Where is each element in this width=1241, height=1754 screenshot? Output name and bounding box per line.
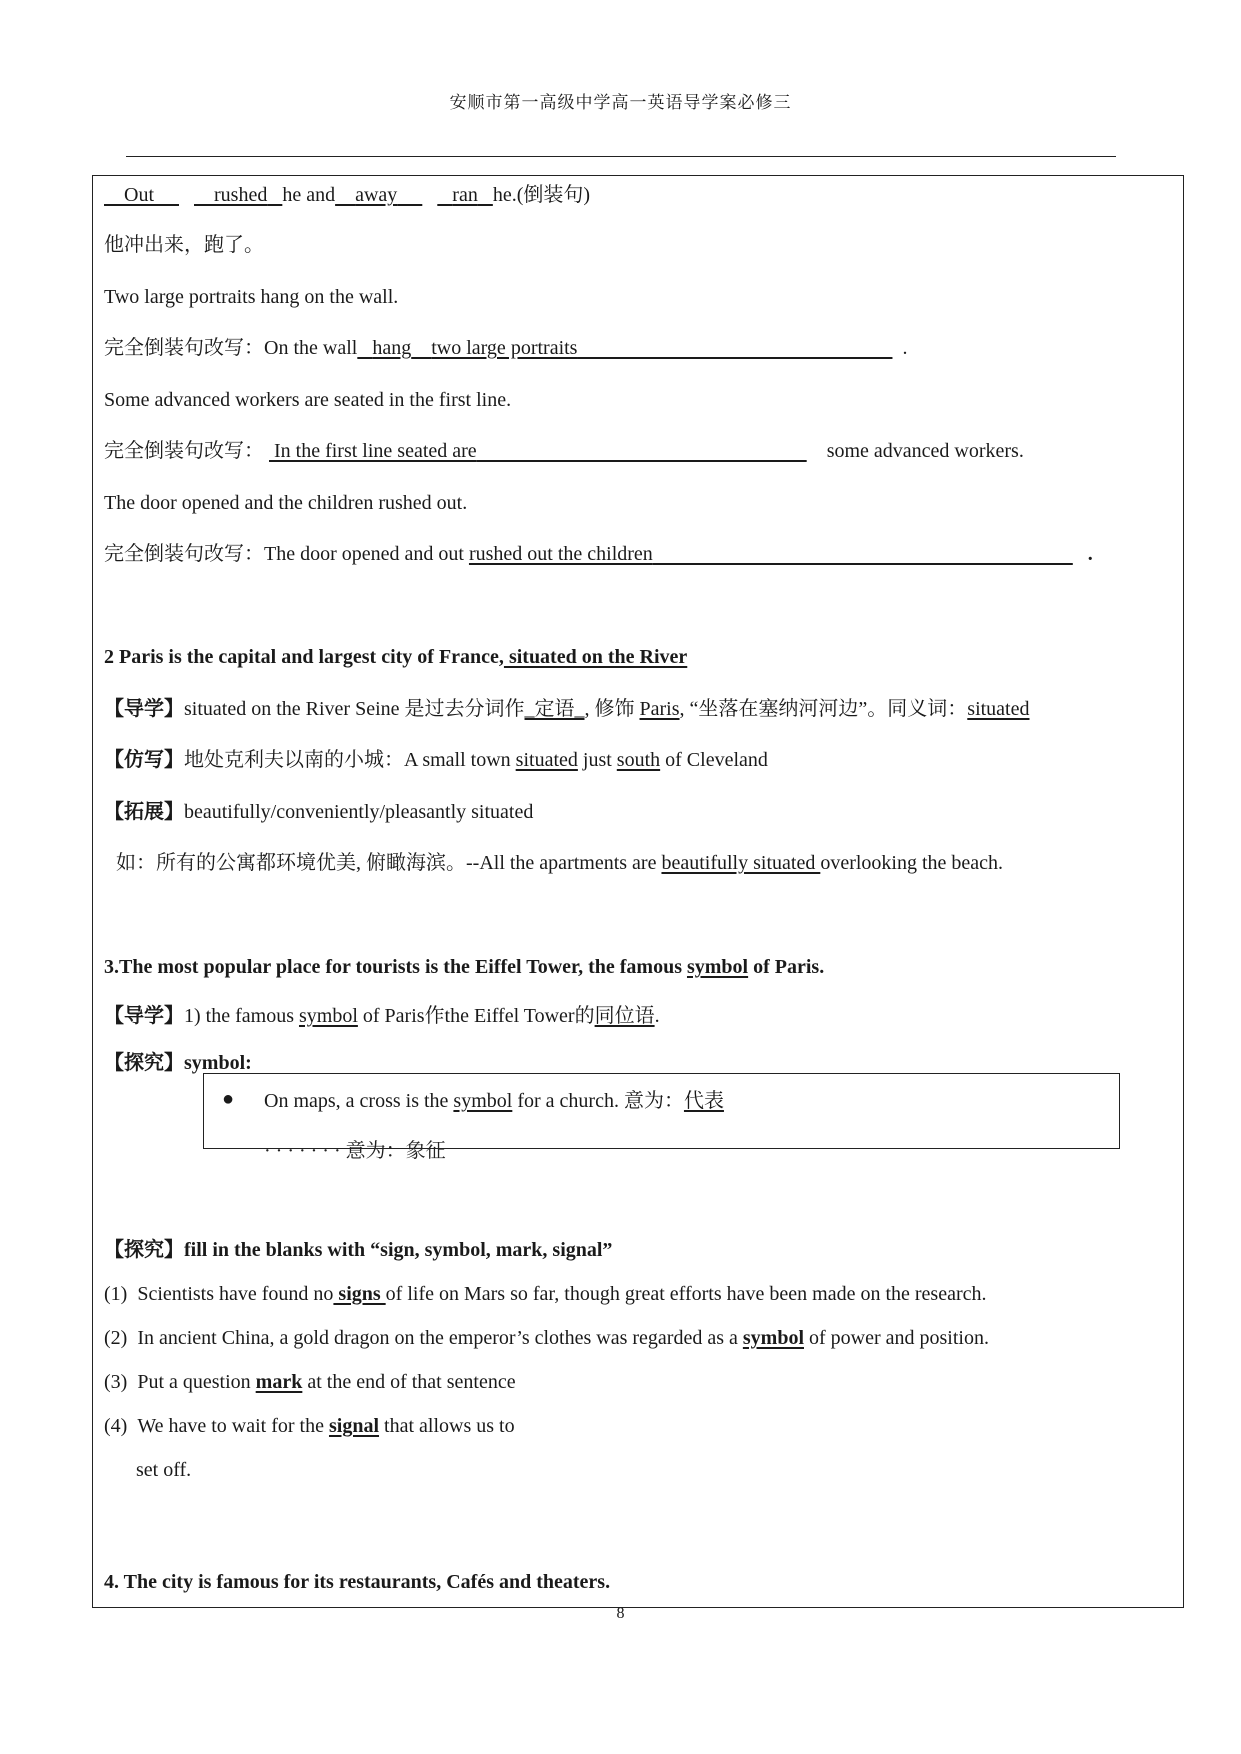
section2-example: 如：所有的公寓都环境优美, 俯瞰海滨。--All the apartments are beautifully situated overlooking the beach. bbox=[116, 852, 1004, 874]
section2-daoxue: 【导学】situated on the River Seine 是过去分词作_定语_, 修饰 Paris, “坐落在塞纳河河边”。同义词：situated bbox=[104, 698, 1030, 720]
inversion-exercise-line bbox=[104, 182, 590, 208]
header-rule bbox=[126, 156, 1116, 157]
workers-sentence: Some advanced workers are seated in the first line. bbox=[104, 389, 512, 411]
section2-fangxie: 【仿写】地处克利夫以南的小城：A small town situated just south of Cleveland bbox=[104, 749, 768, 771]
symbol-example-2-clipped: · · · · · · · 意为：象征 bbox=[264, 1140, 446, 1162]
section4-tanjiu: 【探究】fill in the blanks with “sign, symbol, mark, signal” bbox=[104, 1239, 613, 1261]
portraits-sentence: Two large portraits hang on the wall. bbox=[104, 286, 399, 308]
answer-out: Out bbox=[124, 184, 154, 206]
blank-q4-cont: set off. bbox=[136, 1459, 192, 1481]
symbol-meaning-box bbox=[203, 1073, 1120, 1162]
door-sentence: The door opened and the children rushed out. bbox=[104, 492, 468, 514]
text-he-inversion: he.(倒装句) bbox=[492, 184, 591, 206]
section3-daoxue: 【导学】1) the famous symbol of Paris作the Eiffel Tower的同位语. bbox=[104, 1005, 660, 1027]
rewrite-portraits: 完全倒装句改写：On the wall hang two large portraits . bbox=[104, 337, 908, 359]
translation-line: 他冲出来，跑了。 bbox=[104, 234, 264, 256]
section5-heading: 4. The city is famous for its restaurants, Cafés and theaters. bbox=[104, 1571, 611, 1593]
symbol-example-1: On maps, a cross is the symbol for a church. 意为：代表 bbox=[264, 1090, 724, 1112]
blank-q1: (1) Scientists have found no signs of life on Mars so far, though great efforts have been made on the research. bbox=[104, 1283, 987, 1305]
answer-ran: ran bbox=[452, 184, 478, 206]
section3-heading: 3.The most popular place for tourists is the Eiffel Tower, the famous symbol of Paris. bbox=[104, 956, 825, 978]
blank-q2: (2) In ancient China, a gold dragon on the emperor’s clothes was regarded as a symbol of power and position. bbox=[104, 1327, 989, 1349]
bullet-icon: ● bbox=[222, 1088, 235, 1110]
page-number: 8 bbox=[616, 1605, 625, 1622]
section3-tanjiu: 【探究】symbol: bbox=[104, 1052, 252, 1074]
answer-away: away bbox=[355, 184, 398, 206]
text-he-and: he and bbox=[282, 184, 336, 206]
answer-rushed: rushed bbox=[214, 184, 268, 206]
section2-tuozhan: 【拓展】beautifully/conveniently/pleasantly situated bbox=[104, 801, 534, 823]
rewrite-door: 完全倒装句改写：The door opened and out rushed out the children . bbox=[104, 543, 1093, 565]
rewrite-workers: 完全倒装句改写： In the first line seated are some advanced workers. bbox=[104, 440, 1024, 462]
section2-heading: 2 Paris is the capital and largest city of France, situated on the River bbox=[104, 646, 688, 668]
page-header: 安顺市第一高级中学高一英语导学案必修三 bbox=[449, 93, 792, 112]
blank-q4: (4) We have to wait for the signal that allows us to bbox=[104, 1415, 515, 1437]
blank-q3: (3) Put a question mark at the end of that sentence bbox=[104, 1371, 516, 1393]
